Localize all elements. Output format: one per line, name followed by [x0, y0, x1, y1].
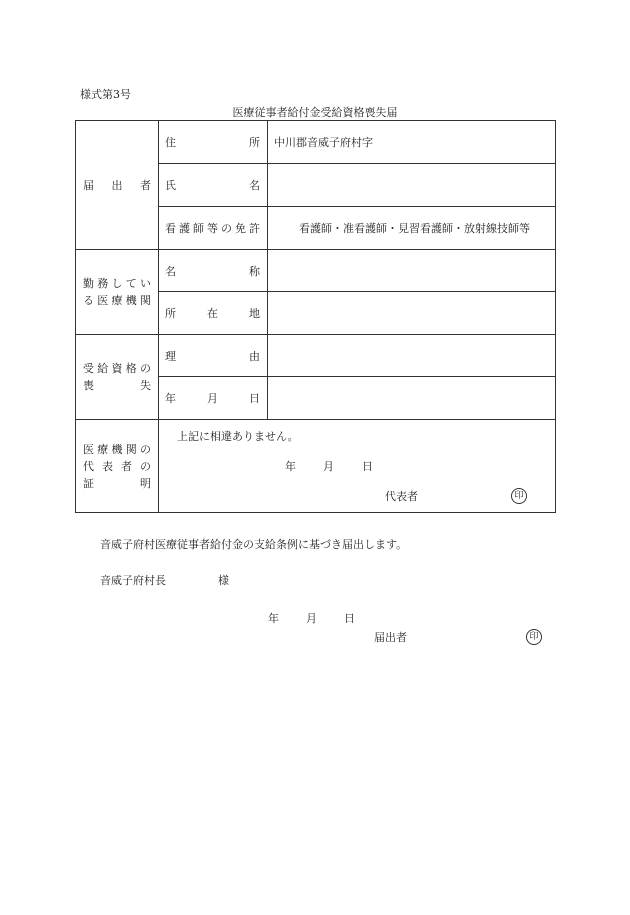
field-institution-location-label	[159, 292, 268, 335]
row-reason	[76, 335, 556, 377]
field-institution-location-value[interactable]	[268, 292, 556, 335]
field-license-label-char: 免	[235, 222, 246, 235]
submission-date-day: 日	[344, 612, 355, 625]
certification-date[interactable]	[285, 458, 373, 474]
section-certification-label-char: の	[140, 459, 151, 473]
section-loss-label-char: 失	[140, 379, 151, 392]
field-address-label-char: 所	[249, 136, 260, 149]
section-institution-label-char: 関	[140, 294, 151, 307]
cert-date-year: 年	[285, 460, 296, 473]
field-license-label-char: 等	[207, 222, 218, 235]
section-loss-label-char: の	[140, 362, 151, 375]
section-certification-label-char: 者	[121, 459, 132, 473]
document-title: 医療従事者給付金受給資格喪失届	[232, 106, 398, 119]
field-loss-date-label-char: 日	[249, 392, 260, 405]
section-certification-label-char: 代	[83, 459, 94, 473]
section-certification-label-char: 関	[125, 442, 137, 456]
section-certification-label-char: 表	[102, 459, 113, 473]
field-name-label	[159, 164, 268, 207]
section-certification-label-char: 機	[111, 442, 123, 456]
section-applicant-label-char: 出	[111, 178, 123, 192]
field-loss-date-label-char: 年	[165, 392, 176, 405]
field-institution-name-label	[159, 250, 268, 292]
addressee-honorific: 様	[218, 574, 229, 587]
section-certification-label	[76, 420, 159, 513]
applicant-label: 届出者	[374, 631, 407, 644]
section-loss-label-char: 格	[125, 362, 137, 375]
field-address-value[interactable]: 中川郡音威子府村字	[268, 121, 556, 164]
section-certification-label-char: 医	[83, 442, 94, 456]
section-institution-label-char: し	[111, 277, 123, 290]
section-institution-label-char: い	[140, 277, 151, 290]
field-name-label-char: 名	[249, 179, 260, 192]
submission-date[interactable]	[268, 610, 355, 626]
field-reason-label-char: 理	[165, 349, 176, 363]
section-institution-label-char: る	[83, 294, 94, 307]
section-institution-label-char: 療	[111, 294, 123, 307]
field-institution-name-value[interactable]	[268, 250, 556, 292]
section-institution-label-char: て	[125, 277, 137, 290]
cert-date-day: 日	[362, 460, 373, 473]
field-address-label	[159, 121, 268, 164]
certification-area	[159, 420, 556, 513]
certification-statement: 上記に相違ありません。	[177, 430, 299, 443]
section-institution-label	[76, 250, 159, 335]
submission-date-month: 月	[306, 612, 317, 625]
section-institution-label-char: 勤	[83, 277, 94, 290]
row-address	[76, 121, 556, 164]
section-loss-label-char: 受	[83, 362, 94, 375]
field-loss-date-value[interactable]	[268, 377, 556, 420]
field-loss-date-label-char: 月	[207, 392, 218, 405]
field-name-label-char: 氏	[165, 179, 176, 192]
field-reason-label-char: 由	[249, 349, 260, 363]
field-license-label-char: の	[221, 222, 232, 235]
field-institution-location-label-char: 在	[207, 307, 218, 320]
representative-label: 代表者	[385, 490, 418, 503]
field-institution-location-label-char: 所	[165, 307, 176, 320]
field-loss-date-label	[159, 377, 268, 420]
section-applicant-label-char: 届	[83, 178, 94, 192]
submission-statement: 音威子府村医療従事者給付金の支給条例に基づき届出します。	[100, 538, 408, 551]
field-license-label-char: 許	[249, 222, 260, 235]
field-license-label-char: 護	[179, 222, 190, 235]
section-loss-label-char: 喪	[83, 379, 94, 392]
section-certification-label-char: 明	[140, 476, 151, 490]
field-license-label-char: 師	[193, 222, 204, 235]
field-address-label-char: 住	[165, 136, 176, 149]
section-certification-label-char: 療	[97, 442, 109, 456]
section-applicant-label	[76, 121, 159, 250]
section-applicant-label-char: 者	[140, 178, 151, 192]
section-loss-label-char: 資	[111, 362, 123, 375]
field-license-value[interactable]: 看護師・准看護師・見習看護師・放射線技師等	[268, 207, 556, 250]
section-institution-label-char: 医	[97, 294, 109, 307]
section-certification-label-char: の	[140, 442, 151, 456]
addressee: 音威子府村長	[100, 574, 166, 587]
cert-date-month: 月	[323, 460, 334, 473]
applicant-seal-icon: 印	[526, 629, 542, 645]
section-certification-label-char: 証	[83, 476, 94, 490]
section-institution-label-char: 機	[125, 294, 137, 307]
form-number: 様式第3号	[80, 88, 131, 101]
field-institution-name-label-char: 称	[249, 264, 260, 278]
field-license-label-char: 看	[165, 222, 176, 235]
field-institution-name-label-char: 名	[165, 264, 176, 278]
field-name-value[interactable]	[268, 164, 556, 207]
section-loss-label-char: 給	[97, 362, 109, 375]
row-institution-name	[76, 250, 556, 292]
field-reason-value[interactable]	[268, 335, 556, 377]
form-table	[75, 120, 556, 513]
section-institution-label-char: 務	[97, 277, 109, 290]
field-license-label	[159, 207, 268, 250]
submission-date-year: 年	[268, 612, 279, 625]
row-certification	[76, 420, 556, 513]
section-loss-label	[76, 335, 159, 420]
representative-seal-icon: 印	[511, 488, 527, 504]
field-institution-location-label-char: 地	[249, 307, 260, 320]
field-reason-label	[159, 335, 268, 377]
